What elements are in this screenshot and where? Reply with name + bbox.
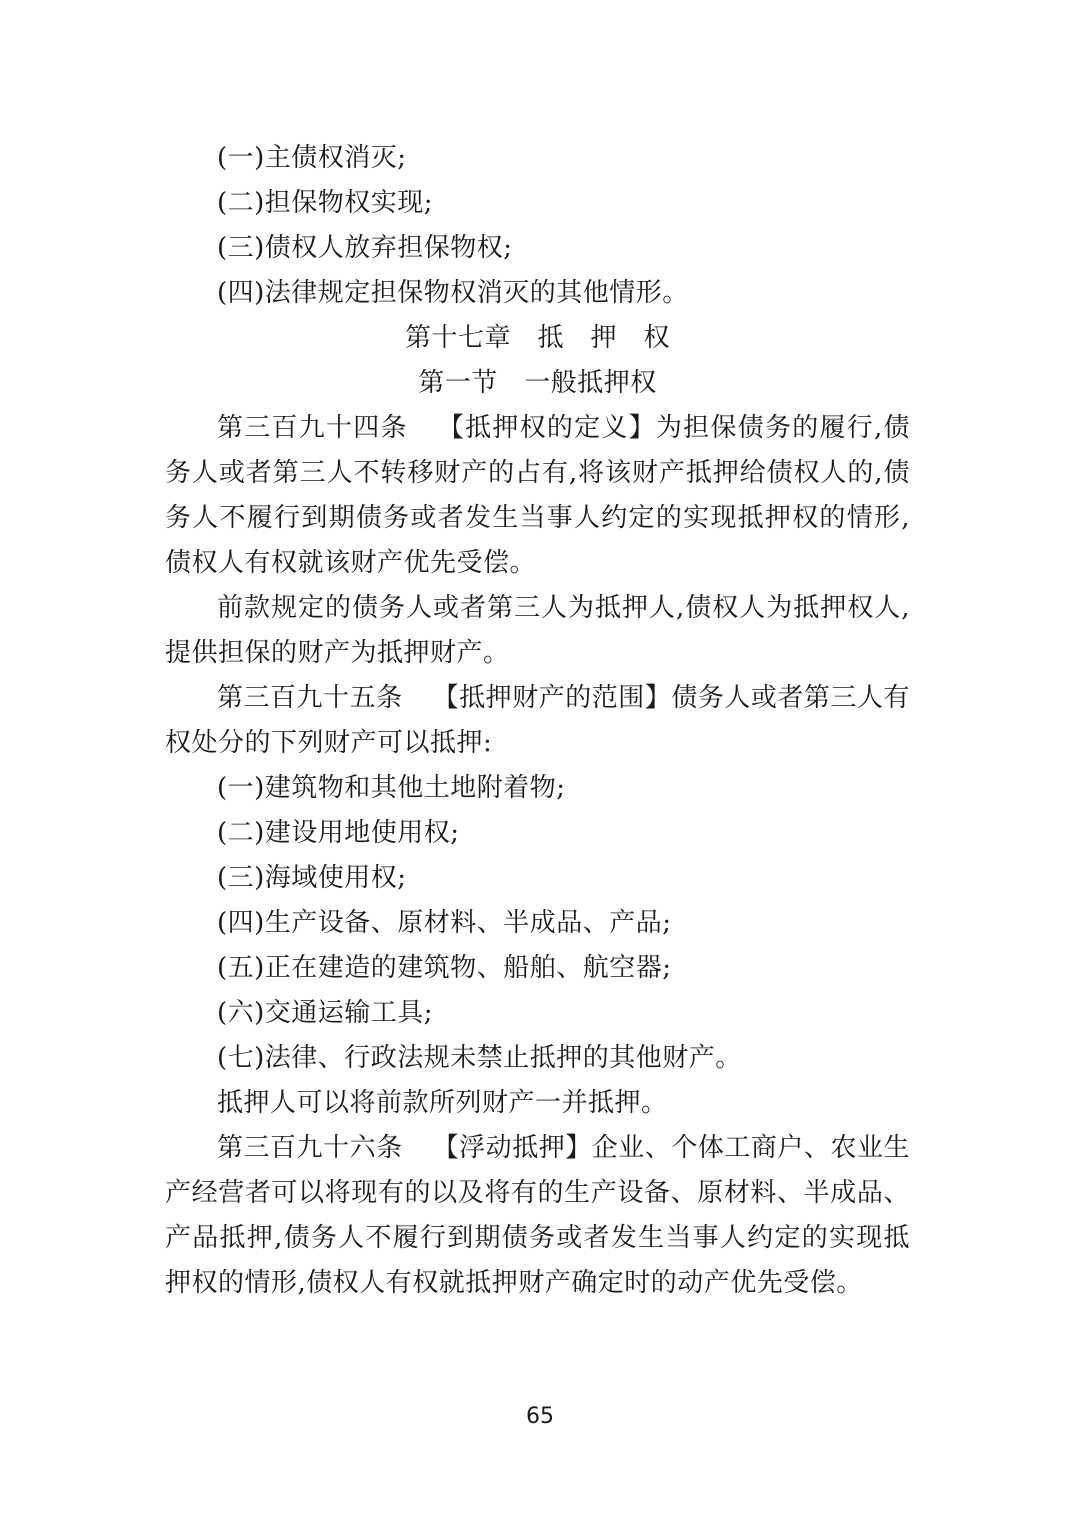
- article-text: 【抵押权的定义】为担保债务的履行,债务人或者第三人不转移财产的占有,将该财产抵押给债权人的,债务人不履行到期债务或者发生当事人约定的实现抵押权的情形,债权人有权就该财产优先受偿。: [165, 413, 910, 578]
- article-number: 第三百九十五条: [217, 683, 403, 713]
- list-item: (一)主债权消灭;: [217, 143, 407, 173]
- article-number: 第三百九十六条: [217, 1133, 403, 1163]
- article-396: [165, 1126, 910, 1306]
- article-394-paragraph-2: 前款规定的债务人或者第三人为抵押人,债权人为抵押权人,提供担保的财产为抵押财产。: [165, 593, 910, 668]
- article-395: [165, 676, 910, 766]
- section-title: 第一节 一般抵押权: [418, 368, 657, 398]
- list-item: (二)担保物权实现;: [217, 188, 434, 218]
- list-item: (四)法律规定担保物权消灭的其他情形。: [217, 278, 689, 308]
- article-number: 第三百九十四条: [217, 413, 408, 443]
- list-item: (六)交通运输工具;: [217, 998, 434, 1028]
- article-text: 【浮动抵押】企业、个体工商户、农业生产经营者可以将现有的以及将有的生产设备、原材料、半成品、产品抵押,债务人不履行到期债务或者发生当事人约定的实现抵押权的情形,债权人有权就抵押财产确定时的动产优先受偿。: [165, 1133, 910, 1298]
- article-395-paragraph-2: 抵押人可以将前款所列财产一并抵押。: [217, 1088, 668, 1118]
- list-item: (三)债权人放弃担保物权;: [217, 233, 513, 263]
- list-item: (七)法律、行政法规未禁止抵押的其他财产。: [217, 1043, 742, 1073]
- document-page: [165, 136, 910, 1306]
- page-number: 65: [526, 1404, 554, 1429]
- list-item: (一)建筑物和其他土地附着物;: [217, 773, 566, 803]
- article-text: 【抵押财产的范围】债务人或者第三人有权处分的下列财产可以抵押:: [165, 683, 910, 758]
- list-item: (四)生产设备、原材料、半成品、产品;: [217, 908, 672, 938]
- article-394: [165, 406, 910, 586]
- list-item: (五)正在建造的建筑物、船舶、航空器;: [217, 953, 672, 983]
- chapter-title: 第十七章 抵 押 权: [404, 323, 670, 353]
- list-item: (二)建设用地使用权;: [217, 818, 460, 848]
- list-item: (三)海域使用权;: [217, 863, 407, 893]
